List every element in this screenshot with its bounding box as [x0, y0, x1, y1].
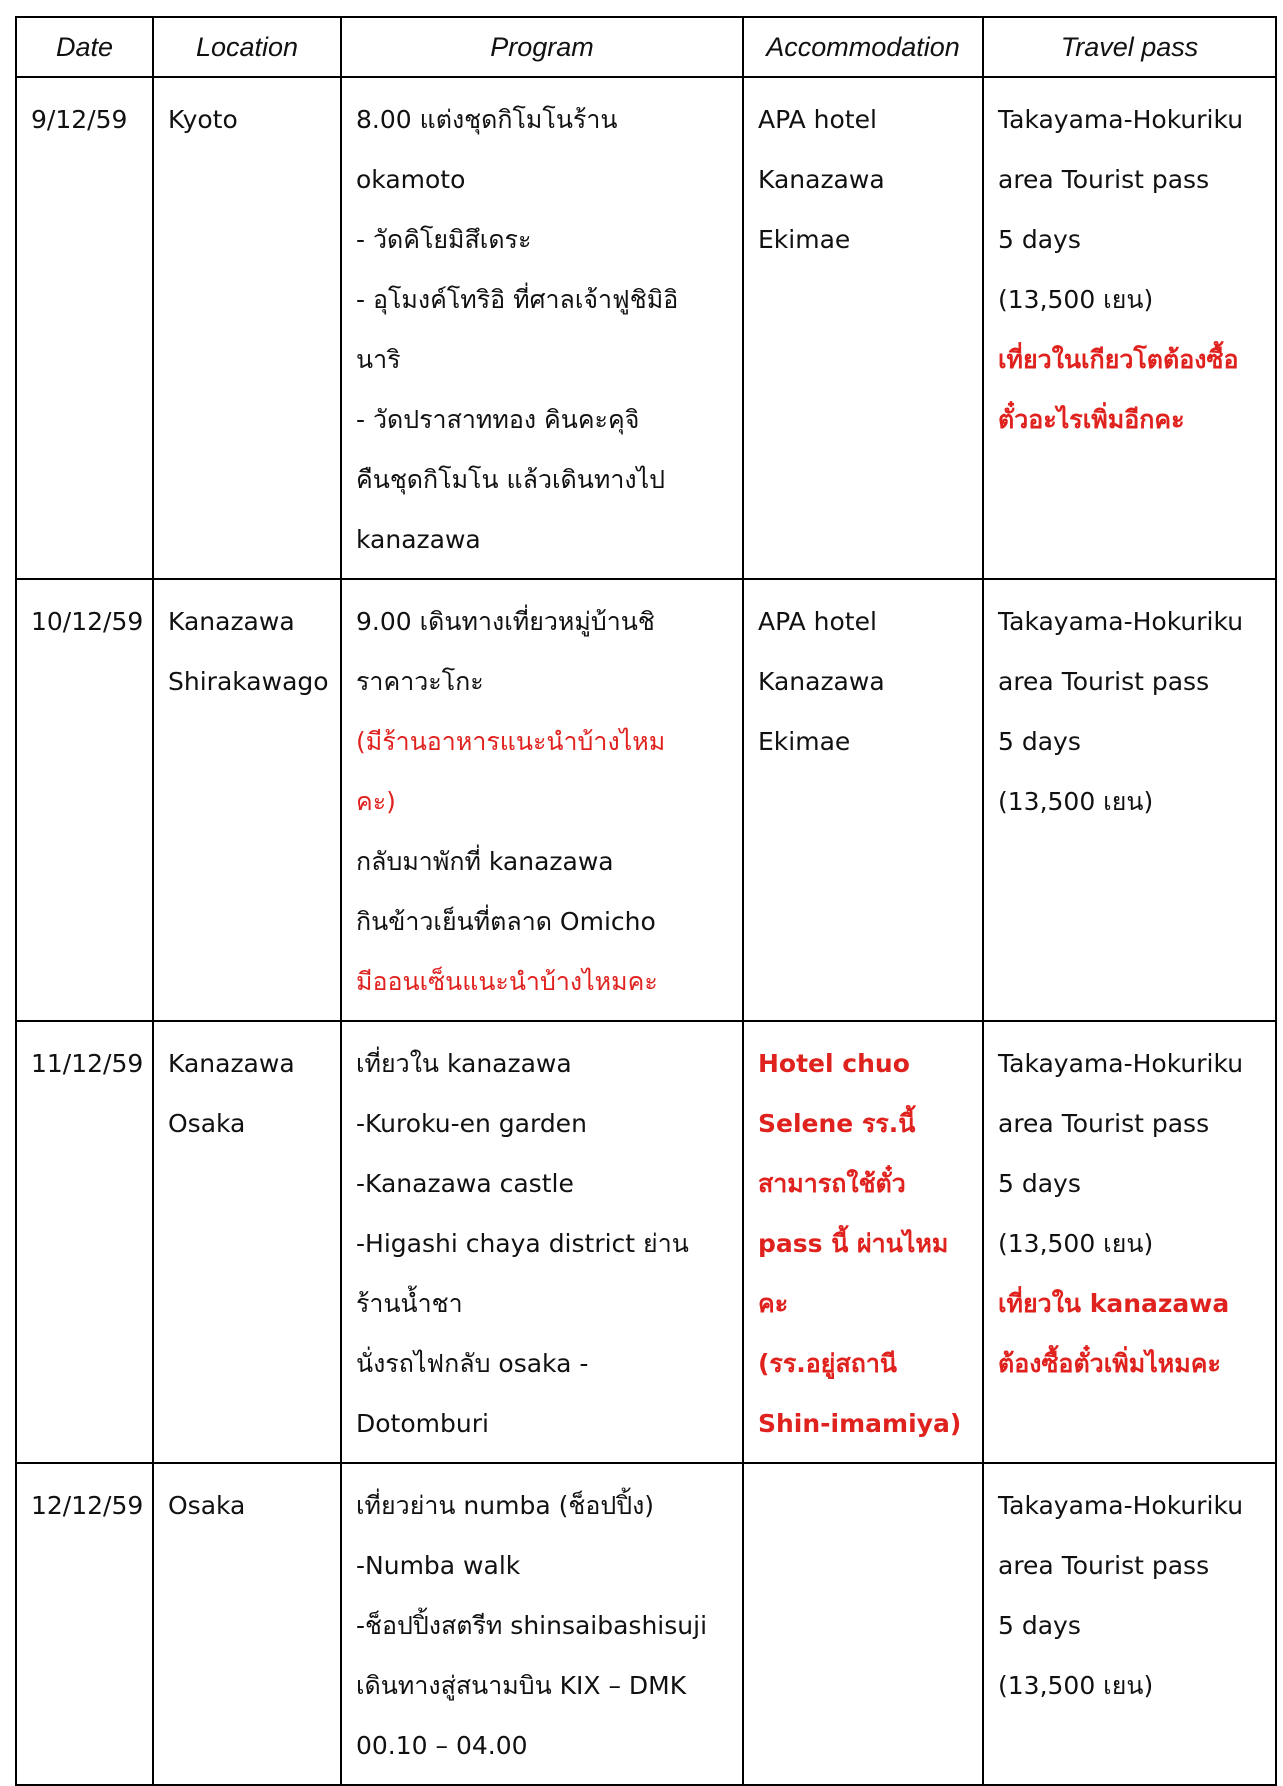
travel-pass-cell — [983, 1021, 1276, 1463]
travel-pass-line: area Tourist pass — [998, 165, 1210, 194]
program-line: คืนชุดกิโมโน แล้วเดินทางไป — [356, 465, 666, 494]
program-line: เดินทางสู่สนามบิน KIX – DMK — [356, 1671, 687, 1700]
program-line: -Higashi chaya district ย่าน — [356, 1229, 689, 1258]
header-location: Location — [153, 17, 341, 77]
program-line: - วัดปราสาททอง คินคะคุจิ — [356, 405, 640, 434]
accommodation-line: (รร.อยู่สถานี — [758, 1349, 897, 1378]
program-line: 8.00 แต่งชุดกิโมโนร้าน — [356, 105, 618, 134]
program-line: คะ) — [356, 787, 396, 816]
program-line: -Numba walk — [356, 1551, 521, 1580]
program-cell — [341, 579, 743, 1021]
date-text: 9/12/59 — [31, 105, 128, 134]
program-line: -Kuroku-en garden — [356, 1109, 587, 1138]
travel-pass-line: Takayama-Hokuriku — [998, 105, 1244, 134]
program-line: 9.00 เดินทางเที่ยวหมู่บ้านชิ — [356, 607, 655, 636]
program-line: -Kanazawa castle — [356, 1169, 574, 1198]
header-program: Program — [341, 17, 743, 77]
travel-pass-line: (13,500 เยน) — [998, 1229, 1154, 1258]
travel-pass-cell — [983, 1463, 1276, 1785]
program-line: ร้านน้ำชา — [356, 1289, 463, 1318]
location-cell — [153, 1463, 341, 1785]
program-line: (มีร้านอาหารแนะนำบ้างไหม — [356, 727, 666, 756]
travel-pass-line: เที่ยวใน kanazawa — [998, 1289, 1230, 1318]
program-line: 00.10 – 04.00 — [356, 1731, 528, 1760]
date-cell — [16, 1021, 153, 1463]
program-line: kanazawa — [356, 525, 481, 554]
date-cell — [16, 1463, 153, 1785]
location-text: Shirakawago — [168, 667, 329, 696]
table-row — [16, 579, 1276, 1021]
location-text: Kyoto — [168, 105, 238, 134]
table-row — [16, 77, 1276, 579]
travel-pass-line: area Tourist pass — [998, 1109, 1210, 1138]
program-line: นาริ — [356, 345, 401, 374]
travel-pass-line: ตั๋วอะไรเพิ่มอีกคะ — [998, 405, 1185, 434]
program-cell — [341, 77, 743, 579]
accommodation-line: Ekimae — [758, 727, 851, 756]
accommodation-line: Ekimae — [758, 225, 851, 254]
location-text: Kanazawa — [168, 1049, 295, 1078]
travel-pass-line: (13,500 เยน) — [998, 285, 1154, 314]
travel-pass-line: Takayama-Hokuriku — [998, 1491, 1244, 1520]
program-line: กลับมาพักที่ kanazawa — [356, 847, 614, 876]
accommodation-line: APA hotel — [758, 607, 877, 636]
location-text: Kanazawa — [168, 607, 295, 636]
accommodation-line: Hotel chuo — [758, 1049, 910, 1078]
program-line: - วัดคิโยมิสึเดระ — [356, 225, 532, 254]
location-cell — [153, 77, 341, 579]
travel-pass-line: Takayama-Hokuriku — [998, 607, 1244, 636]
header-accommodation: Accommodation — [743, 17, 983, 77]
accommodation-line: Selene รร.นี้ — [758, 1109, 916, 1138]
accommodation-cell — [743, 77, 983, 579]
travel-pass-line: area Tourist pass — [998, 1551, 1210, 1580]
accommodation-cell — [743, 579, 983, 1021]
program-line: okamoto — [356, 165, 466, 194]
itinerary-table — [15, 16, 1277, 1786]
program-line: ราคาวะโกะ — [356, 667, 484, 696]
accommodation-cell — [743, 1021, 983, 1463]
accommodation-line: APA hotel — [758, 105, 877, 134]
program-line: Dotomburi — [356, 1409, 489, 1438]
date-text: 10/12/59 — [31, 607, 144, 636]
program-cell — [341, 1021, 743, 1463]
travel-pass-line: 5 days — [998, 225, 1081, 254]
table-row — [16, 1021, 1276, 1463]
program-line: เที่ยวใน kanazawa — [356, 1049, 572, 1078]
travel-pass-line: (13,500 เยน) — [998, 1671, 1154, 1700]
date-cell — [16, 77, 153, 579]
table-row — [16, 1463, 1276, 1785]
program-line: เที่ยวย่าน numba (ช็อปปิ้ง) — [356, 1491, 655, 1520]
header-row — [16, 17, 1276, 77]
travel-pass-line: ต้องซื้อตั๋วเพิ่มไหมคะ — [998, 1349, 1221, 1378]
travel-pass-line: 5 days — [998, 1169, 1081, 1198]
program-line: -ช็อปปิ้งสตรีท shinsaibashisuji — [356, 1611, 708, 1640]
travel-pass-line: Takayama-Hokuriku — [998, 1049, 1244, 1078]
travel-pass-line: เที่ยวในเกียวโตต้องซื้อ — [998, 345, 1239, 374]
header-travel-pass: Travel pass — [983, 17, 1276, 77]
accommodation-line: pass นี้ ผ่านไหม — [758, 1229, 949, 1258]
accommodation-line: Shin-imamiya) — [758, 1409, 962, 1438]
header-date: Date — [16, 17, 153, 77]
location-cell — [153, 1021, 341, 1463]
travel-pass-line: area Tourist pass — [998, 667, 1210, 696]
accommodation-cell — [743, 1463, 983, 1785]
program-line: กินข้าวเย็นที่ตลาด Omicho — [356, 907, 656, 936]
location-cell — [153, 579, 341, 1021]
travel-pass-cell — [983, 77, 1276, 579]
date-text: 11/12/59 — [31, 1049, 144, 1078]
travel-pass-line: 5 days — [998, 1611, 1081, 1640]
accommodation-line: Kanazawa — [758, 165, 885, 194]
travel-pass-cell — [983, 579, 1276, 1021]
accommodation-line: Kanazawa — [758, 667, 885, 696]
program-line: มีออนเซ็นแนะนำบ้างไหมคะ — [356, 967, 658, 996]
travel-pass-line: (13,500 เยน) — [998, 787, 1154, 816]
program-cell — [341, 1463, 743, 1785]
travel-pass-line: 5 days — [998, 727, 1081, 756]
date-text: 12/12/59 — [31, 1491, 144, 1520]
program-line: - อุโมงค์โทริอิ ที่ศาลเจ้าฟูชิมิอิ — [356, 285, 679, 314]
date-cell — [16, 579, 153, 1021]
accommodation-line: สามารถใช้ตั๋ว — [758, 1169, 906, 1198]
program-line: นั่งรถไฟกลับ osaka - — [356, 1349, 589, 1378]
accommodation-line: คะ — [758, 1289, 789, 1318]
location-text: Osaka — [168, 1491, 246, 1520]
location-text: Osaka — [168, 1109, 246, 1138]
